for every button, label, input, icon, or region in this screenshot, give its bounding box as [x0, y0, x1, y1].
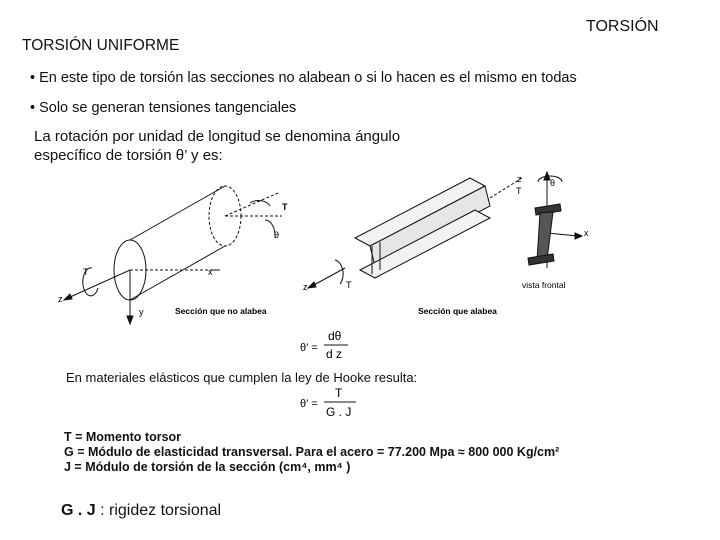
bullet-item: • Solo se generan tensiones tangenciales: [30, 100, 297, 116]
hooke-statement: En materiales elásticos que cumplen la ley de Hooke resulta:: [66, 370, 418, 385]
paragraph-line: específico de torsión θ’ y es:: [34, 147, 223, 164]
variable-definitions: [64, 430, 559, 475]
label-z-left: z: [58, 294, 63, 304]
paragraph-line: La rotación por unidad de longitud se denomina ángulo: [34, 128, 401, 145]
formula-numerator: dθ: [328, 329, 342, 343]
label-y-left: y: [139, 307, 144, 317]
bullet-item: • En este tipo de torsión las secciones no alabean o si lo hacen es el mismo en todas: [30, 70, 577, 86]
torsion-figure: [50, 168, 590, 328]
formula-theta-torque: [298, 385, 378, 425]
caption-alabea: Sección que alabea: [418, 306, 497, 316]
label-z-middle: z: [303, 282, 308, 292]
formula-denominator: d z: [326, 347, 343, 361]
i-beam-diagram: [308, 178, 522, 288]
definition-G: G = Módulo de elasticidad transversal. Para el acero = 77.200 Mpa ≈ 800 000 Kg/cm²: [64, 445, 560, 459]
label-z-right: z: [517, 174, 522, 184]
label-T-middle: T: [346, 280, 352, 290]
formula-theta-derivative: [298, 328, 368, 368]
slide-title: TORSIÓN UNIFORME: [22, 37, 180, 54]
label-T-top: T: [282, 202, 288, 212]
label-T-right: T: [516, 186, 522, 196]
label-x-left: x: [208, 267, 213, 277]
definition-paragraph: [34, 127, 464, 165]
label-T-left: T: [83, 267, 89, 277]
caption-no-alabea: Sección que no alabea: [175, 306, 267, 316]
section-header: TORSIÓN: [586, 18, 659, 35]
label-theta-left: θ: [274, 230, 280, 240]
caption-vista-frontal: vista frontal: [522, 280, 566, 290]
label-x-right: x: [584, 228, 589, 238]
formula-lhs: θ’ =: [300, 398, 318, 410]
rigidez-text: : rigidez torsional: [95, 502, 222, 519]
definition-T: T = Momento torsor: [64, 430, 182, 444]
formula-denominator: G . J: [326, 405, 352, 419]
rigidez-note: [61, 502, 221, 520]
formula-numerator: T: [335, 386, 343, 400]
cylinder-diagram: [64, 186, 282, 324]
rigidez-symbol: G . J: [61, 502, 96, 519]
label-theta-right: θ: [550, 178, 556, 188]
formula-lhs: θ’ =: [300, 342, 318, 354]
definition-J: J = Módulo de torsión de la sección (cm⁴, mm⁴ ): [64, 460, 351, 474]
